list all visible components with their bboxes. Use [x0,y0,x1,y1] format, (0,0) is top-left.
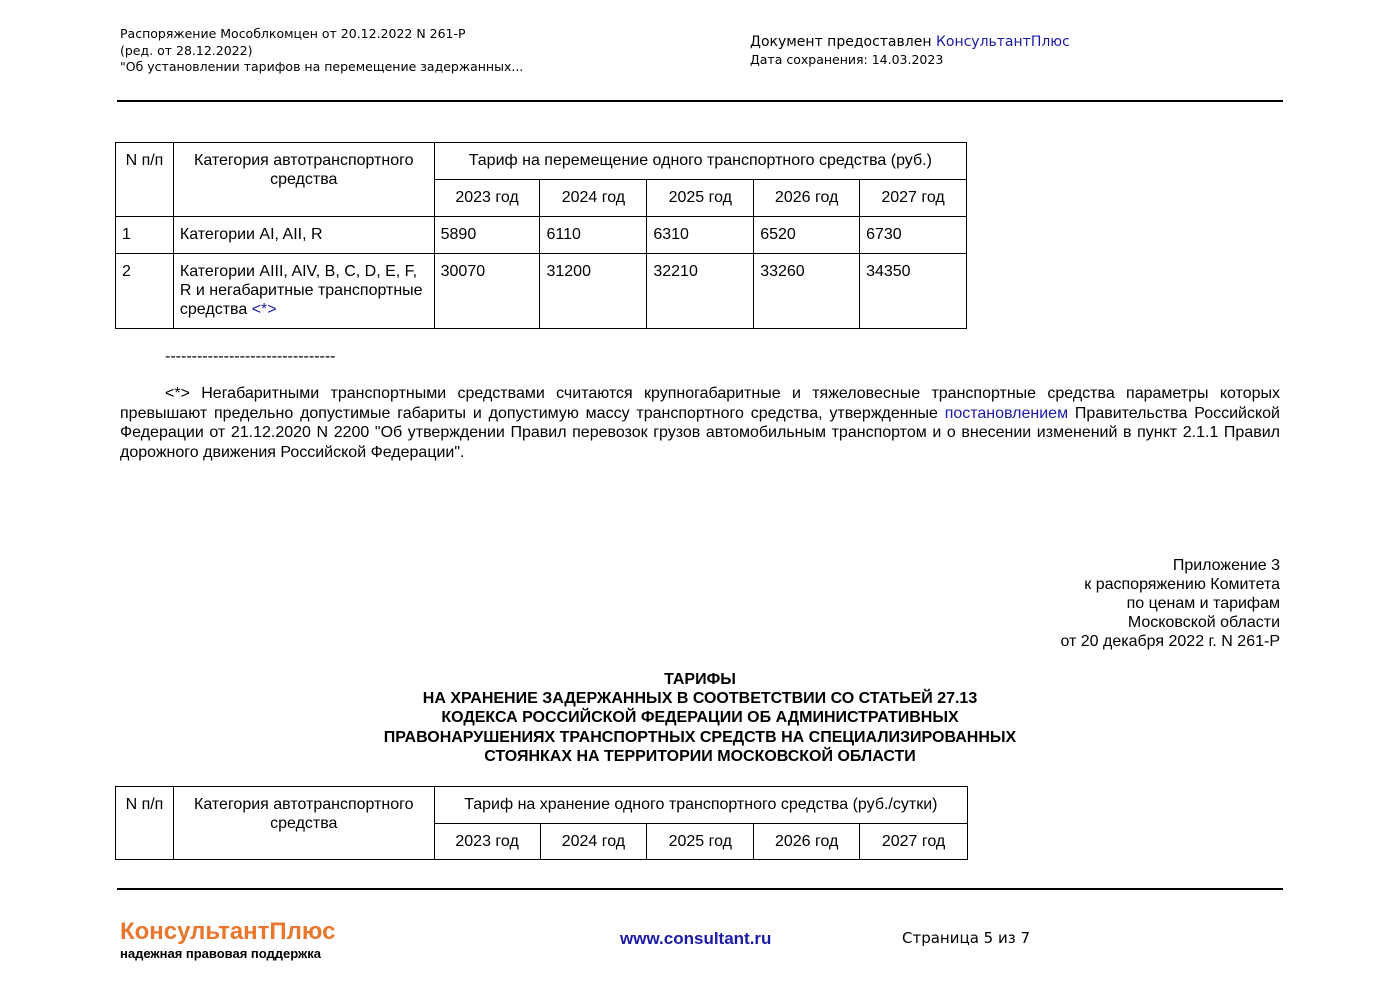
col-header-tariff: Тариф на хранение одного транспортного средства (руб./сутки) [434,787,967,824]
appendix-line: по ценам и тарифам [1126,595,1280,612]
footnote-body-end: Правительства Российской Федерации от 21.12.2020 N 2200 "Об утверждении Правил перевозок грузов автомобильным транспортом и о внесении изменений в пункт 2.1.1 Правил дорожного движения Российской Федерации". [120,404,1280,461]
tariff-value: 33260 [754,254,860,329]
title-line: ПРАВОНАРУШЕНИЯХ ТРАНСПОРТНЫХ СРЕДСТВ НА СПЕЦИАЛИЗИРОВАННЫХ [383,728,1017,746]
footnote-text [120,384,1280,462]
year-header: 2026 год [754,824,860,860]
year-header: 2024 год [540,180,647,217]
year-header: 2027 год [860,824,968,860]
provider-info [750,34,1070,68]
relocation-tariff-table [115,142,967,329]
col-header-category: Категория автотранспортного средства [173,787,434,860]
col-header-category: Категория автотранспортного средства [173,143,434,217]
storage-tariff-table [115,786,968,860]
footer-divider [117,888,1283,890]
row-category [173,254,434,329]
row-number: 2 [116,254,174,329]
col-header-number: N п/п [116,143,174,217]
doc-edition-line: (ред. от 28.12.2022) [120,42,253,58]
tariff-value: 5890 [434,217,540,254]
row-category-text: Категории AIII, AIV, B, C, D, E, F, R и негабаритные транспортные средства [179,263,423,318]
year-header: 2026 год [754,180,860,217]
provider-link[interactable]: КонсультантПлюс [935,34,1070,50]
col-header-number: N п/п [116,787,174,860]
page-counter: Страница 5 из 7 [902,929,1030,947]
appendix-line: Московской области [1127,614,1280,631]
footnote-ref-link[interactable]: <*> [251,301,277,318]
year-header: 2025 год [647,824,754,860]
document-reference [120,26,523,76]
year-header: 2023 год [434,180,540,217]
appendix-reference [1060,556,1280,651]
resolution-link[interactable]: постановлением [944,404,1069,422]
saved-date: Дата сохранения: 14.03.2023 [750,52,944,67]
row-category: Категории AI, AII, R [173,217,434,254]
header-divider [117,100,1283,102]
year-header: 2027 год [860,180,967,217]
appendix-line: от 20 декабря 2022 г. N 261-Р [1060,633,1280,650]
col-header-tariff: Тариф на перемещение одного транспортного средства (руб.) [434,143,966,180]
appendix-line: к распоряжению Комитета [1084,576,1280,593]
section-title [300,670,1100,766]
tariff-value: 6730 [860,217,967,254]
doc-subject-line: "Об установлении тарифов на перемещение задержанных... [120,59,524,74]
site-link[interactable]: www.consultant.ru [620,929,772,948]
logo-brand: КонсультантПлюс [120,918,336,945]
title-line: КОДЕКСА РОССИЙСКОЙ ФЕДЕРАЦИИ ОБ АДМИНИСТРАТИВНЫХ [441,709,959,727]
appendix-line: Приложение 3 [1172,557,1280,574]
row-number: 1 [116,217,174,254]
title-line: НА ХРАНЕНИЕ ЗАДЕРЖАННЫХ В СООТВЕТСТВИИ СО СТАТЬЕЙ 27.13 [422,690,978,708]
table-row [116,217,967,254]
tariff-value: 6110 [540,217,647,254]
provided-by-label: Документ предоставлен [750,34,936,50]
tariff-value: 31200 [540,254,647,329]
doc-title-line: Распоряжение Мособлкомцен от 20.12.2022 N 261-Р [120,26,466,41]
footnote-separator: -------------------------------- [165,348,336,365]
year-header: 2024 год [540,824,647,860]
title-line: СТОЯНКАХ НА ТЕРРИТОРИИ МОСКОВСКОЙ ОБЛАСТИ [484,747,916,765]
tariff-value: 30070 [434,254,540,329]
tariff-value: 6520 [754,217,860,254]
year-header: 2025 год [647,180,754,217]
year-header: 2023 год [434,824,540,860]
consultant-logo [120,918,335,962]
tariff-value: 34350 [860,254,967,329]
title-line: ТАРИФЫ [664,671,736,688]
footnote-body: <*> Негабаритными транспортными средствами считаются крупногабаритные и тяжеловесные транспортные средства параметры которых превышают предельно допустимые габариты и допустимую массу транспортного средства, утвержденные [120,385,1280,422]
logo-tagline: надежная правовая поддержка [120,946,321,961]
tariff-value: 6310 [647,217,754,254]
tariff-value: 32210 [647,254,754,329]
table-row [116,254,967,329]
